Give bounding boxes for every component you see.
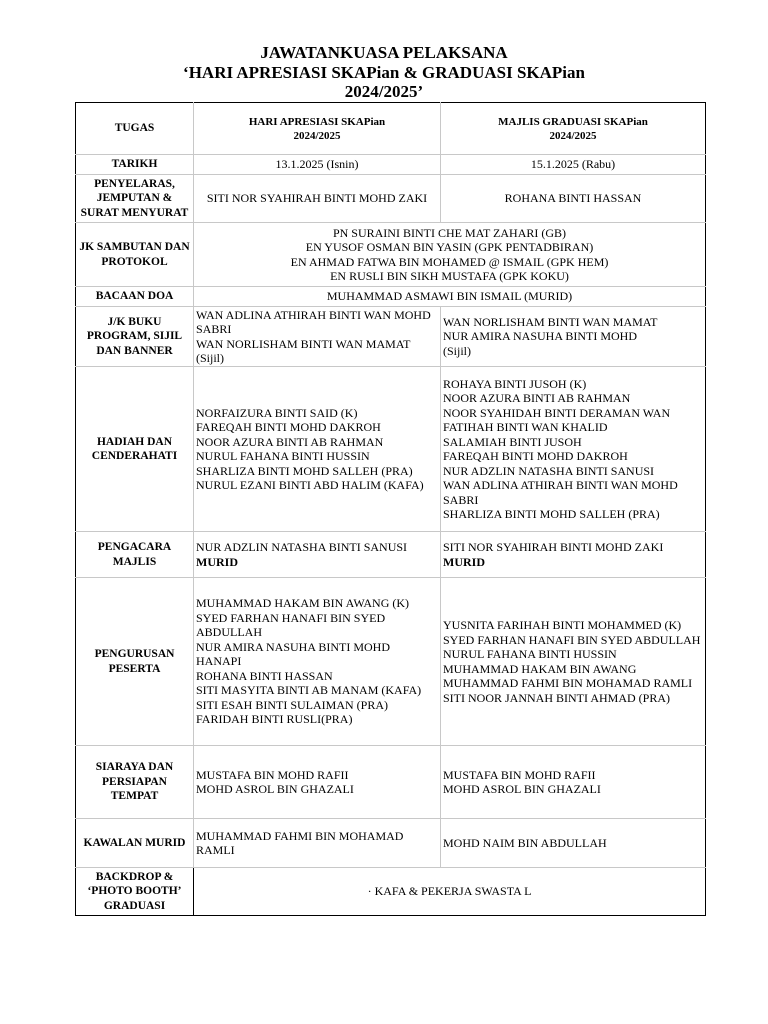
header-col1-cell xyxy=(194,103,441,155)
title-line-1: JAWATANKUASA PELAKSANA xyxy=(260,43,508,62)
row-buku xyxy=(76,307,706,367)
member-name: NOOR AZURA BINTI AB RAHMAN xyxy=(196,434,384,449)
member-name: FARIDAH BINTI RUSLI(PRA) xyxy=(196,712,353,727)
backdrop-value: · KAFA & PEKERJA SWASTA L xyxy=(194,868,706,916)
label-line: HADIAH DAN xyxy=(96,435,173,448)
label-line: SIARAYA DAN xyxy=(95,761,174,774)
row-label xyxy=(76,819,194,868)
hadiah-col2 xyxy=(441,367,706,532)
pengacara-col1 xyxy=(194,532,441,578)
label-line: JEMPUTAN & xyxy=(96,192,173,205)
row-kawalan xyxy=(76,819,706,868)
row-label xyxy=(76,578,194,746)
member-name: NUR AMIRA NASUHA BINTI MOHD xyxy=(443,329,638,344)
label-line: PENGACARA xyxy=(97,541,172,553)
member-name: SABRI xyxy=(196,322,232,336)
member-name: YUSNITA FARIHAH BINTI MOHAMMED (K) xyxy=(443,618,682,632)
member-name: ABDULLAH xyxy=(196,625,262,640)
pengurusan-col1 xyxy=(194,578,441,746)
member-name: NUR AMIRA NASUHA BINTI MOHD HANAPI xyxy=(196,639,391,669)
row-pengacara xyxy=(76,532,706,578)
member-name: PN SURAINI BINTI CHE MAT ZAHARI (GB) xyxy=(332,225,567,240)
member-name: FATIHAH BINTI WAN KHALID xyxy=(443,420,608,434)
member-name: MUHAMMAD FAHMI BIN MOHAMAD xyxy=(196,828,404,843)
member-name: ROHANA BINTI HASSAN xyxy=(196,668,333,683)
row-label xyxy=(76,155,194,175)
label-line: PERSIAPAN xyxy=(102,775,167,788)
member-name: SYED FARHAN HANAFI BIN SYED ABDULLAH xyxy=(443,632,701,647)
row-label xyxy=(76,223,194,287)
member-name: NOOR AZURA BINTI AB RAHMAN xyxy=(443,391,631,405)
member-name: MOHD ASROL BIN GHAZALI xyxy=(196,782,354,796)
member-name: SYED FARHAN HANAFI BIN SYED xyxy=(196,610,386,625)
member-name: SITI ESAH BINTI SULAIMAN (PRA) xyxy=(196,697,388,712)
label-line: PESERTA xyxy=(108,662,161,675)
member-name: MUHAMMAD HAKAM BIN AWANG (K) xyxy=(196,596,410,611)
sambutan-members xyxy=(194,223,706,287)
header-col1-year: 2024/2025 xyxy=(293,129,341,142)
label-line: BACKDROP & xyxy=(95,870,174,883)
header-col2-title: MAJLIS GRADUASI SKAPian xyxy=(498,115,648,128)
header-col2-cell xyxy=(441,103,706,155)
penyelaras-col2: ROHANA BINTI HASSAN xyxy=(441,175,706,223)
doa-value: MUHAMMAD ASMAWI BIN ISMAIL (MURID) xyxy=(194,287,706,307)
member-name: SHARLIZA BINTI MOHD SALLEH (PRA) xyxy=(443,507,660,521)
label-line: PENGURUSAN xyxy=(94,648,175,660)
member-name: SITI NOR SYAHIRAH BINTI MOHD ZAKI xyxy=(443,540,664,554)
member-name: SALAMIAH BINTI JUSOH xyxy=(443,434,582,449)
row-label xyxy=(76,307,194,367)
header-task-label: TUGAS xyxy=(114,122,155,135)
member-name: NUR ADZLIN NATASHA BINTI SANUSI xyxy=(443,463,655,478)
member-name: SITI NOOR JANNAH BINTI AHMAD (PRA) xyxy=(443,690,670,705)
label-line: SURAT MENYURAT xyxy=(80,206,189,219)
kawalan-label: KAWALAN MURID xyxy=(83,836,186,849)
title-line-2: ‘HARI APRESIASI SKAPian & GRADUASI SKAPian xyxy=(183,62,585,82)
member-name: NOOR SYAHIDAH BINTI DERAMAN WAN xyxy=(443,405,671,420)
label-line: PENYELARAS, xyxy=(94,177,175,190)
member-name: MUHAMMAD HAKAM BIN AWANG xyxy=(443,661,637,676)
member-name: NURUL FAHANA BINTI HUSSIN xyxy=(443,647,617,661)
member-name: NORFAIZURA BINTI SAID (K) xyxy=(196,405,358,420)
pengacara-col2 xyxy=(441,532,706,578)
kawalan-col2: MOHD NAIM BIN ABDULLAH xyxy=(441,819,706,868)
tarikh-label: TARIKH xyxy=(111,158,158,171)
header-col2-year: 2024/2025 xyxy=(549,129,597,142)
member-name: (Sijil) xyxy=(443,343,472,358)
member-name: SHARLIZA BINTI MOHD SALLEH (PRA) xyxy=(196,463,413,478)
member-name: NUR ADZLIN NATASHA BINTI SANUSI xyxy=(196,540,408,554)
member-name: FAREQAH BINTI MOHD DAKROH xyxy=(196,420,381,434)
member-name: EN RUSLI BIN SIKH MUSTAFA (GPK KOKU) xyxy=(330,269,569,283)
label-line: TEMPAT xyxy=(110,790,159,803)
member-name: RAMLI xyxy=(196,843,235,857)
label-line: PROGRAM, SIJIL xyxy=(86,330,183,343)
label-line: PROTOKOL xyxy=(101,255,168,268)
member-name: MUSTAFA BIN MOHD RAFII xyxy=(196,767,349,782)
committee-table xyxy=(75,102,706,916)
member-name: WAN NORLISHAM BINTI WAN MAMAT xyxy=(443,314,658,329)
member-name: ROHAYA BINTI JUSOH (K) xyxy=(443,376,587,391)
title-line-3: 2024/2025’ xyxy=(344,82,424,101)
row-label xyxy=(76,746,194,819)
row-label xyxy=(76,868,194,916)
label-line: MAJLIS xyxy=(112,555,157,568)
penyelaras-col1: SITI NOR SYAHIRAH BINTI MOHD ZAKI xyxy=(194,175,441,223)
header-col1-title: HARI APRESIASI SKAPian xyxy=(248,115,386,128)
label-line: CENDERAHATI xyxy=(91,450,178,462)
member-name: MOHD ASROL BIN GHAZALI xyxy=(443,782,601,796)
member-name: FAREQAH BINTI MOHD DAKROH xyxy=(443,449,628,463)
member-name: NURUL EZANI BINTI ABD HALIM (KAFA) xyxy=(196,478,424,492)
label-line: JK SAMBUTAN DAN xyxy=(79,241,190,253)
document-title xyxy=(0,43,768,102)
member-role: MURID xyxy=(196,554,238,569)
member-name: EN YUSOF OSMAN BIN YASIN (GPK PENTADBIRAN) xyxy=(305,240,594,254)
row-sambutan xyxy=(76,223,706,287)
row-penyelaras xyxy=(76,175,706,223)
row-siaraya xyxy=(76,746,706,819)
hadiah-col1 xyxy=(194,367,441,532)
member-name: NURUL FAHANA BINTI HUSSIN xyxy=(196,449,370,463)
row-backdrop xyxy=(76,868,706,916)
row-label xyxy=(76,175,194,223)
pengurusan-col2 xyxy=(441,578,706,746)
header-row xyxy=(76,103,706,155)
label-line: GRADUASI xyxy=(103,899,166,912)
member-name: MUHAMMAD FAHMI BIN MOHAMAD RAMLI xyxy=(443,676,693,690)
member-name: SITI MASYITA BINTI AB MANAM (KAFA) xyxy=(196,683,422,698)
header-task-cell xyxy=(76,103,194,155)
siaraya-col2 xyxy=(441,746,706,819)
label-line: DAN BANNER xyxy=(96,344,173,357)
kawalan-col1 xyxy=(194,819,441,868)
row-pengurusan xyxy=(76,578,706,746)
tarikh-col2: 15.1.2025 (Rabu) xyxy=(441,155,706,175)
row-doa xyxy=(76,287,706,307)
row-tarikh xyxy=(76,155,706,175)
member-role: MURID xyxy=(443,554,485,569)
member-name: WAN NORLISHAM BINTI WAN MAMAT (Sijil) xyxy=(196,336,411,365)
doa-label: BACAAN DOA xyxy=(95,290,174,303)
label-line: ‘PHOTO BOOTH’ xyxy=(87,885,182,898)
member-name: EN AHMAD FATWA BIN MOHAMED @ ISMAIL (GPK HEM) xyxy=(290,254,609,269)
member-name: SABRI xyxy=(443,492,479,507)
row-label xyxy=(76,287,194,307)
row-label xyxy=(76,367,194,532)
row-label xyxy=(76,532,194,578)
member-name: MUSTAFA BIN MOHD RAFII xyxy=(443,767,596,782)
member-name: WAN ADLINA ATHIRAH BINTI WAN MOHD xyxy=(443,478,678,492)
siaraya-col1 xyxy=(194,746,441,819)
row-hadiah xyxy=(76,367,706,532)
member-name: WAN ADLINA ATHIRAH BINTI WAN MOHD xyxy=(196,307,431,322)
tarikh-col1: 13.1.2025 (Isnin) xyxy=(194,155,441,175)
buku-col1 xyxy=(194,307,441,367)
buku-col2 xyxy=(441,307,706,367)
label-line: J/K BUKU xyxy=(107,315,162,328)
